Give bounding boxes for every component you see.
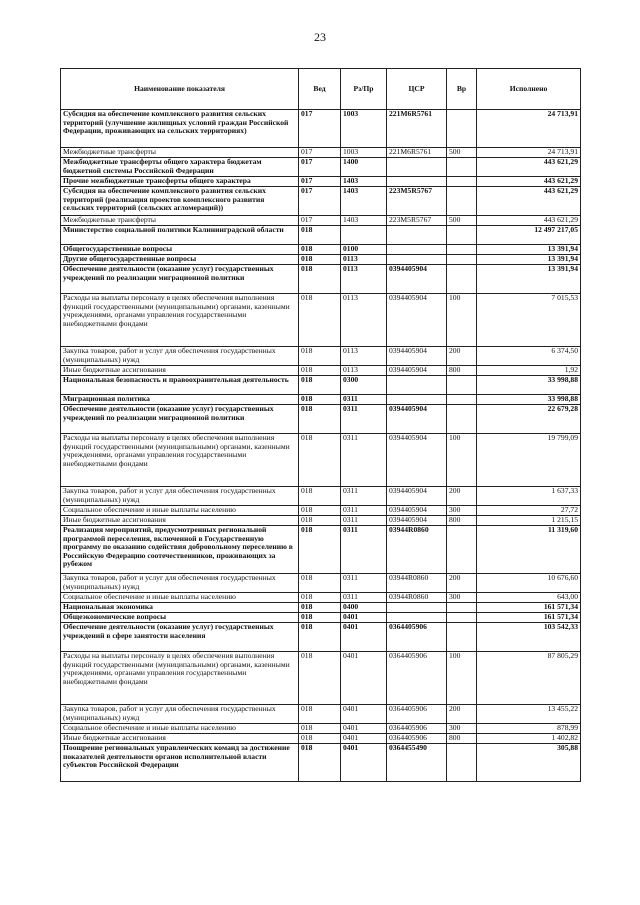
section-code-cell: 0401 (341, 744, 387, 782)
executed-amount-cell: 24 713,91 (477, 110, 581, 148)
table-row (61, 265, 581, 294)
target-article-code-cell: 03944R0860 (387, 526, 447, 574)
table-row (61, 177, 581, 187)
executed-amount-cell: 161 571,34 (477, 613, 581, 623)
expense-type-code-cell (447, 265, 477, 294)
target-article-code-cell: 0394405904 (387, 347, 447, 366)
section-code-cell: 1003 (341, 110, 387, 148)
table-header-row (61, 69, 581, 110)
indicator-name-cell: Иные бюджетные ассигнования (61, 516, 299, 526)
expense-type-code-cell (447, 255, 477, 265)
department-code-cell: 018 (299, 724, 341, 734)
section-code-cell: 0311 (341, 434, 387, 487)
target-article-code-cell (387, 376, 447, 395)
section-code-cell: 1403 (341, 216, 387, 226)
department-code-cell: 018 (299, 366, 341, 376)
table-row (61, 623, 581, 652)
table-row (61, 487, 581, 506)
department-code-cell: 018 (299, 255, 341, 265)
executed-amount-cell: 103 542,33 (477, 623, 581, 652)
target-article-code-cell: 03944R0860 (387, 593, 447, 603)
table-row (61, 158, 581, 177)
executed-amount-cell: 1 637,33 (477, 487, 581, 506)
indicator-name-cell: Закупка товаров, работ и услуг для обеспечения государственных (муниципальных) нужд (61, 574, 299, 593)
indicator-name-cell: Миграционная политика (61, 395, 299, 405)
executed-amount-cell: 643,00 (477, 593, 581, 603)
header-target-article: ЦСР (387, 69, 447, 110)
header-section: Рз/Пр (341, 69, 387, 110)
expense-type-code-cell: 200 (447, 574, 477, 593)
expense-type-code-cell: 500 (447, 148, 477, 158)
executed-amount-cell: 33 998,88 (477, 376, 581, 395)
expense-type-code-cell (447, 158, 477, 177)
expense-type-code-cell (447, 110, 477, 148)
indicator-name-cell: Иные бюджетные ассигнования (61, 366, 299, 376)
target-article-code-cell: 0394405904 (387, 366, 447, 376)
department-code-cell: 018 (299, 526, 341, 574)
expense-type-code-cell (447, 395, 477, 405)
target-article-code-cell (387, 255, 447, 265)
executed-amount-cell: 443 621,29 (477, 158, 581, 177)
target-article-code-cell: 03944R0860 (387, 574, 447, 593)
expense-type-code-cell (447, 226, 477, 245)
indicator-name-cell: Расходы на выплаты персоналу в целях обеспечения выполнения функций государственными (муниципальными) органами, казенными учреждениями, органами управления государственными внебюджетными фондами (61, 294, 299, 347)
table-row (61, 110, 581, 148)
section-code-cell: 0311 (341, 516, 387, 526)
department-code-cell: 018 (299, 265, 341, 294)
department-code-cell: 018 (299, 516, 341, 526)
executed-amount-cell: 305,88 (477, 744, 581, 782)
section-code-cell: 1403 (341, 187, 387, 216)
target-article-code-cell: 223M5R5767 (387, 187, 447, 216)
table-row (61, 613, 581, 623)
expense-type-code-cell: 800 (447, 516, 477, 526)
table-row (61, 148, 581, 158)
expense-type-code-cell (447, 405, 477, 434)
indicator-name-cell: Национальная безопасность и правоохранительная деятельность (61, 376, 299, 395)
section-code-cell: 1400 (341, 158, 387, 177)
section-code-cell: 0401 (341, 705, 387, 724)
section-code-cell: 0401 (341, 652, 387, 705)
department-code-cell: 018 (299, 506, 341, 516)
department-code-cell: 017 (299, 110, 341, 148)
section-code-cell: 1003 (341, 148, 387, 158)
page-number: 23 (314, 30, 326, 44)
indicator-name-cell: Расходы на выплаты персоналу в целях обеспечения выполнения функций государственными (муниципальными) органами, казенными учреждениями, органами управления государственными внебюджетными фондами (61, 652, 299, 705)
indicator-name-cell: Социальное обеспечение и иные выплаты населению (61, 506, 299, 516)
target-article-code-cell: 0364405906 (387, 652, 447, 705)
section-code-cell: 0311 (341, 487, 387, 506)
department-code-cell: 018 (299, 294, 341, 347)
table-row (61, 187, 581, 216)
section-code-cell: 0311 (341, 405, 387, 434)
table-row (61, 705, 581, 724)
header-executed: Исполнено (477, 69, 581, 110)
expense-type-code-cell (447, 623, 477, 652)
table-row (61, 574, 581, 593)
target-article-code-cell: 221M6R5761 (387, 110, 447, 148)
section-code-cell: 0400 (341, 603, 387, 613)
target-article-code-cell (387, 158, 447, 177)
executed-amount-cell: 12 497 217,05 (477, 226, 581, 245)
table-row (61, 226, 581, 245)
department-code-cell: 017 (299, 216, 341, 226)
expense-type-code-cell: 100 (447, 434, 477, 487)
department-code-cell: 018 (299, 487, 341, 506)
department-code-cell: 018 (299, 226, 341, 245)
executed-amount-cell: 1,92 (477, 366, 581, 376)
section-code-cell: 0113 (341, 294, 387, 347)
expense-type-code-cell (447, 613, 477, 623)
section-code-cell: 0311 (341, 593, 387, 603)
target-article-code-cell: 0364405906 (387, 734, 447, 744)
table-row (61, 724, 581, 734)
expense-type-code-cell: 100 (447, 294, 477, 347)
table-row (61, 593, 581, 603)
section-code-cell: 0113 (341, 255, 387, 265)
table-row (61, 434, 581, 487)
table-row (61, 744, 581, 782)
table-row (61, 347, 581, 366)
table-row (61, 506, 581, 516)
table-row (61, 245, 581, 255)
table-row (61, 294, 581, 347)
expense-type-code-cell: 500 (447, 216, 477, 226)
expense-type-code-cell: 800 (447, 734, 477, 744)
department-code-cell: 018 (299, 574, 341, 593)
expense-type-code-cell: 200 (447, 487, 477, 506)
executed-amount-cell: 10 676,60 (477, 574, 581, 593)
executed-amount-cell: 24 713,91 (477, 148, 581, 158)
department-code-cell: 018 (299, 734, 341, 744)
department-code-cell: 018 (299, 395, 341, 405)
table-row (61, 216, 581, 226)
indicator-name-cell: Межбюджетные трансферты (61, 216, 299, 226)
department-code-cell: 018 (299, 603, 341, 613)
budget-execution-table (60, 68, 581, 782)
department-code-cell: 018 (299, 705, 341, 724)
indicator-name-cell: Обеспечение деятельности (оказание услуг) государственных учреждений в сфере занятости населения (61, 623, 299, 652)
executed-amount-cell: 27,72 (477, 506, 581, 516)
target-article-code-cell (387, 395, 447, 405)
expense-type-code-cell (447, 526, 477, 574)
department-code-cell: 017 (299, 177, 341, 187)
section-code-cell: 0311 (341, 526, 387, 574)
indicator-name-cell: Социальное обеспечение и иные выплаты населению (61, 724, 299, 734)
target-article-code-cell: 0364405906 (387, 705, 447, 724)
section-code-cell: 0401 (341, 724, 387, 734)
table-row (61, 255, 581, 265)
department-code-cell: 018 (299, 434, 341, 487)
executed-amount-cell: 22 679,28 (477, 405, 581, 434)
expense-type-code-cell: 300 (447, 724, 477, 734)
indicator-name-cell: Иные бюджетные ассигнования (61, 734, 299, 744)
table-row (61, 526, 581, 574)
expense-type-code-cell: 800 (447, 366, 477, 376)
department-code-cell: 018 (299, 593, 341, 603)
indicator-name-cell: Межбюджетные трансферты (61, 148, 299, 158)
indicator-name-cell: Национальная экономика (61, 603, 299, 613)
expense-type-code-cell: 200 (447, 705, 477, 724)
section-code-cell: 0113 (341, 265, 387, 294)
target-article-code-cell (387, 177, 447, 187)
expense-type-code-cell (447, 187, 477, 216)
target-article-code-cell: 0394405904 (387, 516, 447, 526)
indicator-name-cell: Межбюджетные трансферты общего характера бюджетам бюджетной системы Российской Федерации (61, 158, 299, 177)
expense-type-code-cell: 100 (447, 652, 477, 705)
section-code-cell: 0300 (341, 376, 387, 395)
table-row (61, 395, 581, 405)
executed-amount-cell: 13 455,22 (477, 705, 581, 724)
department-code-cell: 018 (299, 623, 341, 652)
section-code-cell: 0401 (341, 613, 387, 623)
target-article-code-cell: 223M5R5767 (387, 216, 447, 226)
header-expense-type: Вр (447, 69, 477, 110)
department-code-cell: 018 (299, 744, 341, 782)
table-row (61, 652, 581, 705)
department-code-cell: 018 (299, 613, 341, 623)
expense-type-code-cell (447, 245, 477, 255)
indicator-name-cell: Обеспечение деятельности (оказание услуг) государственных учреждений по реализации миграционной политики (61, 265, 299, 294)
target-article-code-cell: 0394405904 (387, 405, 447, 434)
indicator-name-cell: Министерство социальной политики Калининградской области (61, 226, 299, 245)
indicator-name-cell: Общегосударственные вопросы (61, 245, 299, 255)
executed-amount-cell: 161 571,34 (477, 603, 581, 613)
indicator-name-cell: Закупка товаров, работ и услуг для обеспечения государственных (муниципальных) нужд (61, 487, 299, 506)
department-code-cell: 018 (299, 376, 341, 395)
header-indicator-name: Наименование показателя (61, 69, 299, 110)
target-article-code-cell (387, 245, 447, 255)
indicator-name-cell: Закупка товаров, работ и услуг для обеспечения государственных (муниципальных) нужд (61, 705, 299, 724)
expense-type-code-cell: 300 (447, 506, 477, 516)
indicator-name-cell: Поощрение региональных управленческих команд за достижение показателей деятельности органов исполнительной власти субъектов Российской Федерации (61, 744, 299, 782)
indicator-name-cell: Общеэкономические вопросы (61, 613, 299, 623)
indicator-name-cell: Субсидия на обеспечение комплексного развития сельских территорий (реализация проектов комплексного развития сельских территорий (сельских агломераций)) (61, 187, 299, 216)
expense-type-code-cell (447, 376, 477, 395)
header-department: Вед (299, 69, 341, 110)
section-code-cell: 0113 (341, 366, 387, 376)
expense-type-code-cell: 300 (447, 593, 477, 603)
executed-amount-cell: 87 805,29 (477, 652, 581, 705)
executed-amount-cell: 33 998,88 (477, 395, 581, 405)
expense-type-code-cell (447, 177, 477, 187)
department-code-cell: 017 (299, 148, 341, 158)
executed-amount-cell: 13 391,94 (477, 265, 581, 294)
table-row (61, 516, 581, 526)
executed-amount-cell: 1 402,82 (477, 734, 581, 744)
indicator-name-cell: Прочие межбюджетные трансферты общего характера (61, 177, 299, 187)
target-article-code-cell: 0394405904 (387, 506, 447, 516)
target-article-code-cell: 0394405904 (387, 265, 447, 294)
expense-type-code-cell (447, 744, 477, 782)
target-article-code-cell: 0394405904 (387, 294, 447, 347)
target-article-code-cell (387, 603, 447, 613)
section-code-cell: 0311 (341, 574, 387, 593)
executed-amount-cell: 443 621,29 (477, 216, 581, 226)
indicator-name-cell: Расходы на выплаты персоналу в целях обеспечения выполнения функций государственными (муниципальными) органами, казенными учреждениями, органами управления государственными внебюджетными фондами (61, 434, 299, 487)
indicator-name-cell: Закупка товаров, работ и услуг для обеспечения государственных (муниципальных) нужд (61, 347, 299, 366)
section-code-cell: 0401 (341, 734, 387, 744)
executed-amount-cell: 878,99 (477, 724, 581, 734)
indicator-name-cell: Субсидия на обеспечение комплексного развития сельских территорий (улучшение жилищных условий граждан Российской Федерации, проживающих на сельских территориях) (61, 110, 299, 148)
executed-amount-cell: 6 374,50 (477, 347, 581, 366)
section-code-cell: 0311 (341, 395, 387, 405)
table-row (61, 366, 581, 376)
department-code-cell: 018 (299, 405, 341, 434)
executed-amount-cell: 13 391,94 (477, 255, 581, 265)
executed-amount-cell: 1 215,15 (477, 516, 581, 526)
indicator-name-cell: Другие общегосударственные вопросы (61, 255, 299, 265)
section-code-cell: 0100 (341, 245, 387, 255)
target-article-code-cell: 221M6R5761 (387, 148, 447, 158)
department-code-cell: 018 (299, 347, 341, 366)
indicator-name-cell: Реализация мероприятий, предусмотренных региональной программой переселения, включенной в Государственную программу по оказанию содействия добровольному переселению в Российскую Федерацию соотечественников, проживающих за рубежом (61, 526, 299, 574)
department-code-cell: 018 (299, 652, 341, 705)
executed-amount-cell: 443 621,29 (477, 177, 581, 187)
section-code-cell: 0311 (341, 506, 387, 516)
expense-type-code-cell (447, 603, 477, 613)
table-row (61, 603, 581, 613)
executed-amount-cell: 19 799,09 (477, 434, 581, 487)
section-code-cell: 1403 (341, 177, 387, 187)
expense-type-code-cell: 200 (447, 347, 477, 366)
target-article-code-cell: 0394405904 (387, 434, 447, 487)
table-row (61, 405, 581, 434)
target-article-code-cell: 0364405906 (387, 724, 447, 734)
executed-amount-cell: 11 319,60 (477, 526, 581, 574)
section-code-cell: 0401 (341, 623, 387, 652)
executed-amount-cell: 13 391,94 (477, 245, 581, 255)
indicator-name-cell: Обеспечение деятельности (оказание услуг) государственных учреждений по реализации миграционной политики (61, 405, 299, 434)
table-row (61, 734, 581, 744)
target-article-code-cell (387, 226, 447, 245)
executed-amount-cell: 443 621,29 (477, 187, 581, 216)
department-code-cell: 017 (299, 187, 341, 216)
table-row (61, 376, 581, 395)
target-article-code-cell: 0364455490 (387, 744, 447, 782)
target-article-code-cell: 0364405906 (387, 623, 447, 652)
target-article-code-cell (387, 613, 447, 623)
section-code-cell: 0113 (341, 347, 387, 366)
target-article-code-cell: 0394405904 (387, 487, 447, 506)
indicator-name-cell: Социальное обеспечение и иные выплаты населению (61, 593, 299, 603)
department-code-cell: 018 (299, 245, 341, 255)
section-code-cell (341, 226, 387, 245)
department-code-cell: 017 (299, 158, 341, 177)
executed-amount-cell: 7 015,53 (477, 294, 581, 347)
